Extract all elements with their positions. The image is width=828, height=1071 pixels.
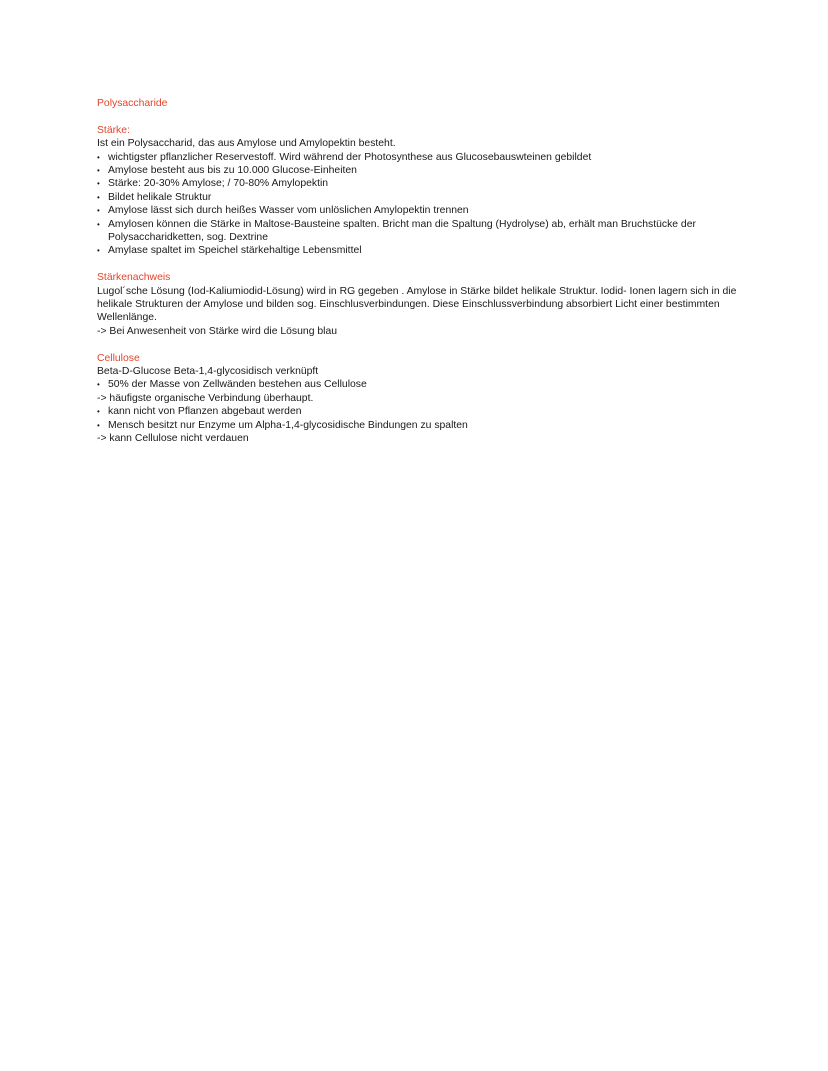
list-item: • Bildet helikale Struktur [97,191,737,204]
document-title: Polysaccharide [97,98,168,109]
list-item: • Amylase spaltet im Speichel stärkehaltige Lebensmittel [97,244,737,257]
list-item: • Amylose besteht aus bis zu 10.000 Glucose-Einheiten [97,164,737,177]
staerke-bullet-list [97,151,737,258]
section-staerke [97,124,737,258]
cellulose-intro: Beta-D-Glucose Beta-1,4-glycosidisch verknüpft [97,366,319,378]
cellulose-bullet-list-2 [97,405,737,432]
list-item: • Amylose lässt sich durch heißes Wasser vom unlöslichen Amylopektin trennen [97,204,737,217]
list-item: • Stärke: 20-30% Amylose; / 70-80% Amylopektin [97,177,737,190]
cellulose-bullet-list-1 [97,378,737,391]
list-item: • 50% der Masse von Zellwänden bestehen aus Cellulose [97,378,737,391]
section-staerkenachweis [97,271,737,338]
cellulose-arrow-note-2: -> kann Cellulose nicht verdauen [97,433,249,445]
document-page [97,97,737,459]
staerkenachweis-conclusion: -> Bei Anwesenheit von Stärke wird die Lösung blau [97,325,337,337]
section-cellulose [97,352,737,446]
cellulose-arrow-note-1: -> häufigste organische Verbindung überhaupt. [97,392,314,404]
list-item: • Mensch besitzt nur Enzyme um Alpha-1,4-glycosidische Bindungen zu spalten [97,419,737,432]
list-item: • wichtigster pflanzlicher Reservestoff. Wird während der Photosynthese aus Glucosebauswteinen gebildet [97,151,737,164]
staerke-intro: Ist ein Polysaccharid, das aus Amylose und Amylopektin besteht. [97,138,396,150]
staerkenachweis-paragraph: Lugol´sche Lösung (Iod-Kaliumiodid-Lösung) wird in RG gegeben . Amylose in Stärke bildet helikale Struktur. Iodid- Ionen lagern sich in die helikale Strukturen der Amylose und bilden sog. Einschlusverbindungen. Diese Einschlussverbindung absorbiert Licht einer bestimmten Wellenlänge. [97,285,737,324]
heading-staerke: Stärke: [97,124,130,136]
heading-cellulose: Cellulose [97,352,140,364]
list-item: • Amylosen können die Stärke in Maltose-Bausteine spalten. Bricht man die Spaltung (Hydrolyse) ab, erhält man Bruchstücke der Polysaccharidketten, sog. Dextrine [97,218,737,245]
list-item: • kann nicht von Pflanzen abgebaut werden [97,405,737,418]
heading-staerkenachweis: Stärkenachweis [97,272,171,284]
